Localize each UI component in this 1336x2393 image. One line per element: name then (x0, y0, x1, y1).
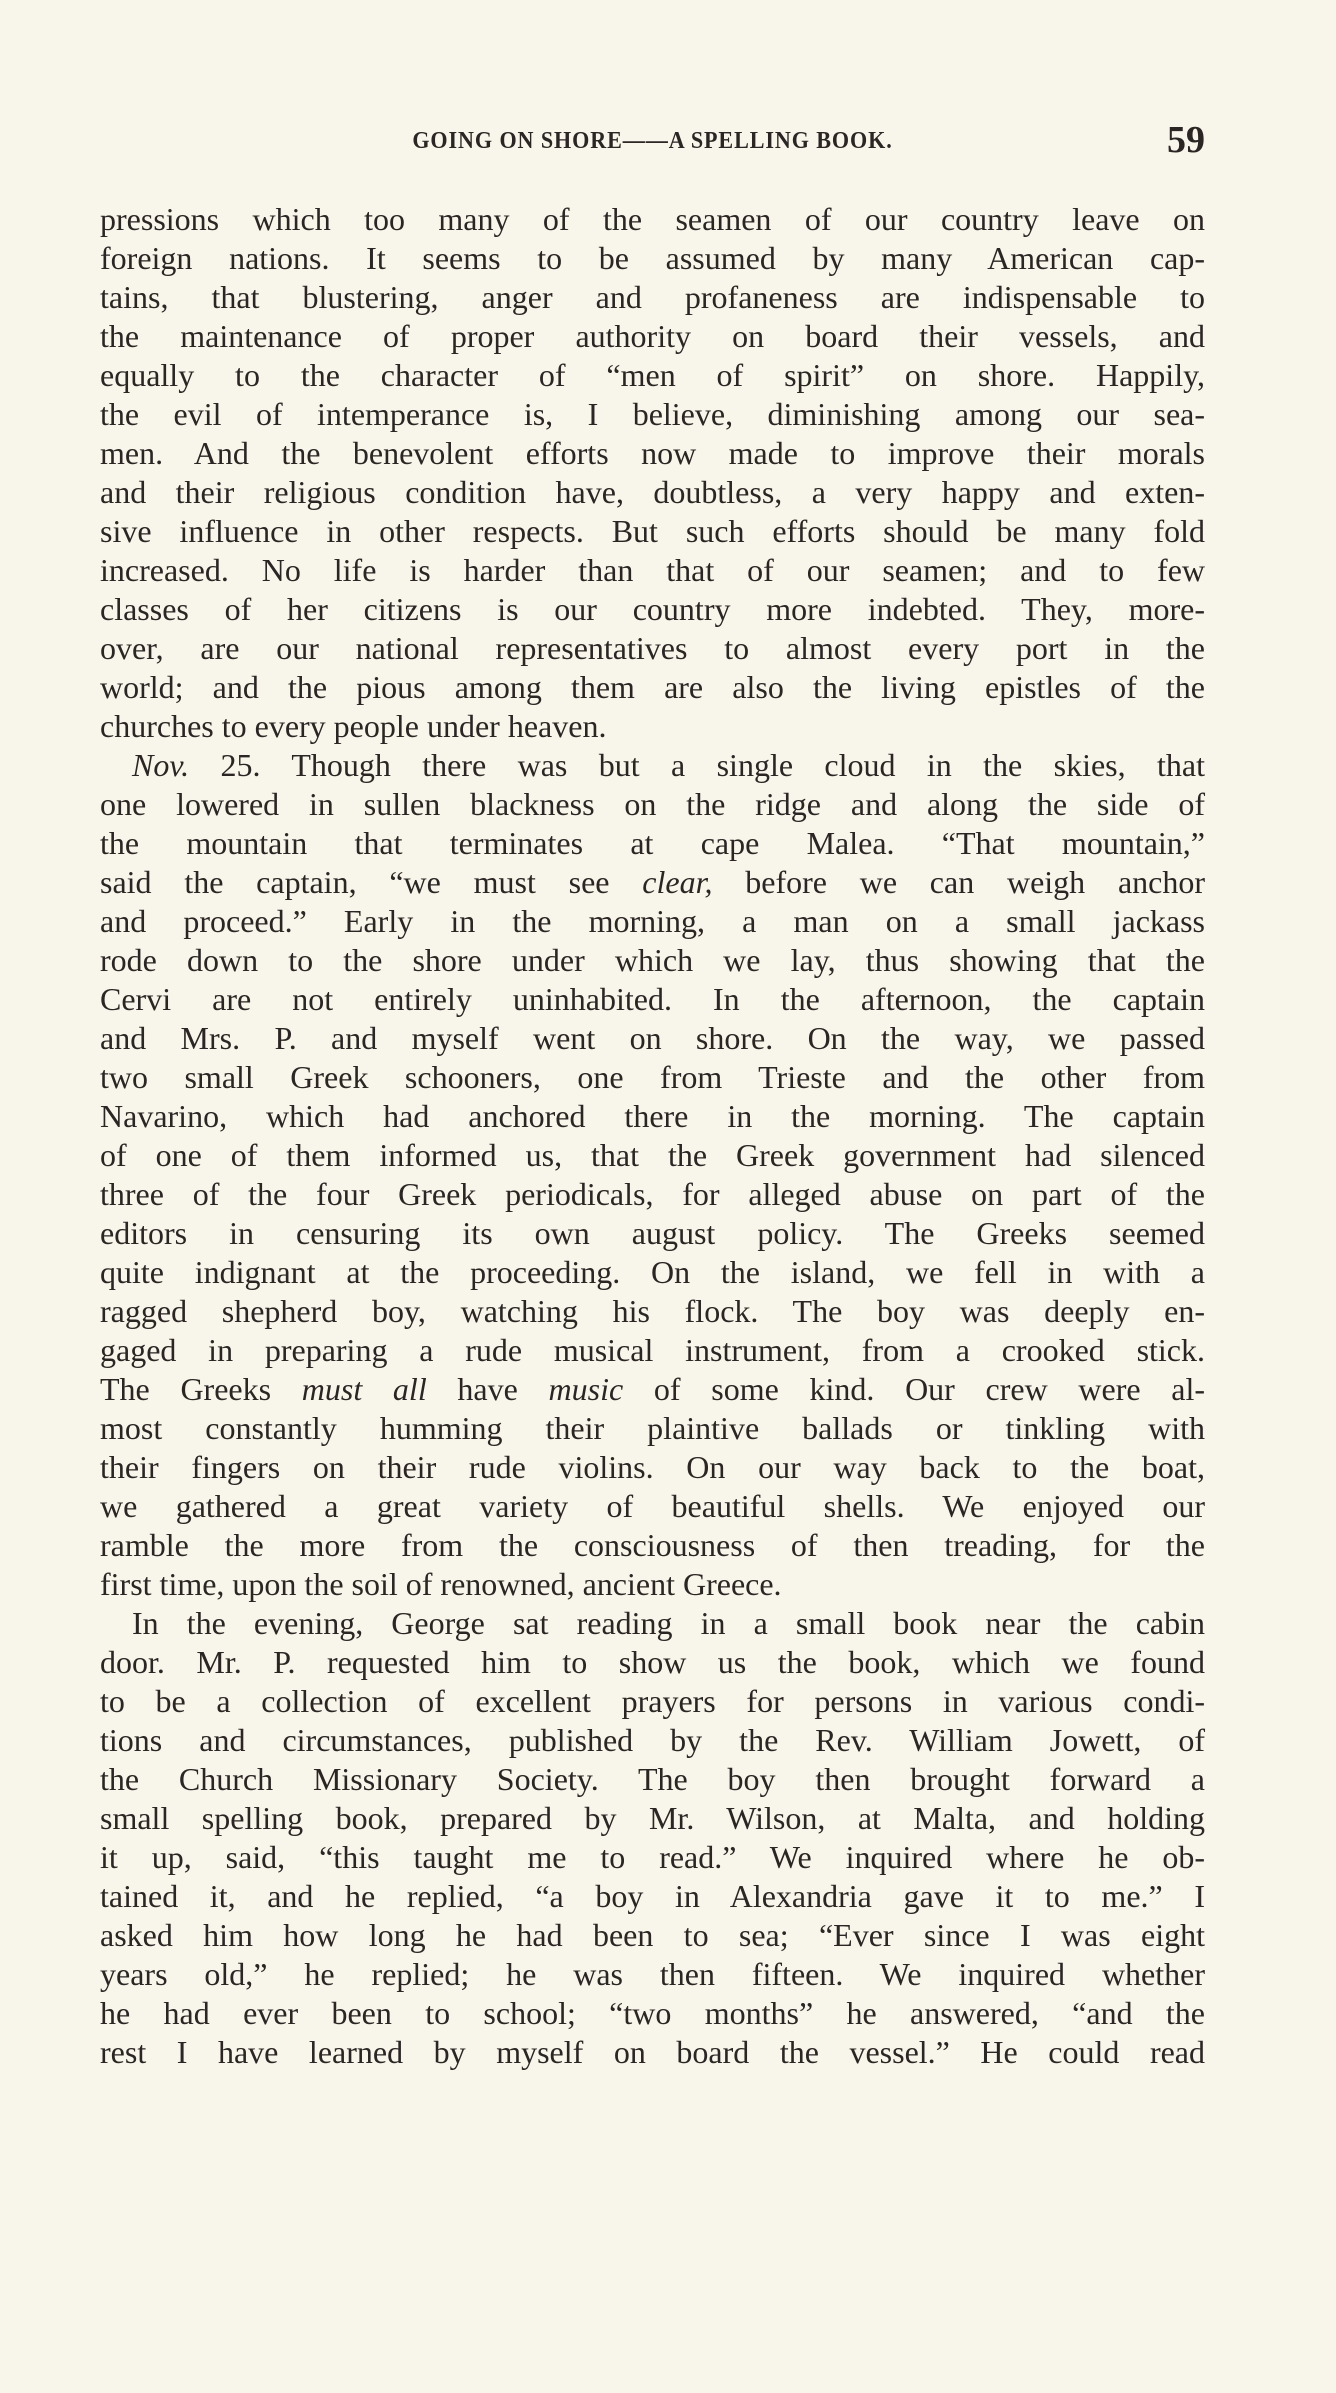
text-line (100, 980, 1205, 1019)
text-segment: over, are our national representatives to almost every port in the (100, 630, 1205, 666)
text-line (100, 1409, 1205, 1448)
text-line (100, 824, 1205, 863)
text-segment: In the evening, George sat reading in a small book near the cabin (132, 1605, 1205, 1641)
text-line (100, 1994, 1205, 2033)
text-segment: pressions which too many of the seamen of our country leave on (100, 201, 1205, 237)
running-head-title: GOING ON SHORE——A SPELLING BOOK. (412, 128, 893, 154)
text-line (100, 629, 1205, 668)
paragraph (100, 1604, 1205, 2072)
text-segment: ragged shepherd boy, watching his flock. The boy was deeply en- (100, 1293, 1205, 1329)
text-segment: small spelling book, prepared by Mr. Wilson, at Malta, and holding (100, 1800, 1205, 1836)
text-line (100, 551, 1205, 590)
text-segment: years old,” he replied; he was then fifteen. We inquired whether (100, 1956, 1205, 1992)
text-segment: sive influence in other respects. But such efforts should be many fold (100, 513, 1205, 549)
text-segment: rest I have learned by myself on board the vessel.” He could read (100, 2034, 1205, 2070)
text-line (100, 1487, 1205, 1526)
text-segment: the maintenance of proper authority on board their vessels, and (100, 318, 1205, 354)
text-line (100, 1526, 1205, 1565)
text-segment: before we can weigh anchor (712, 864, 1206, 900)
text-line (100, 863, 1205, 902)
text-line (100, 1838, 1205, 1877)
text-segment: churches to every people under heaven. (100, 708, 607, 744)
text-segment: rode down to the shore under which we lay, thus showing that the (100, 942, 1205, 978)
text-segment: gaged in preparing a rude musical instrument, from a crooked stick. (100, 1332, 1205, 1368)
text-segment: two small Greek schooners, one from Trieste and the other from (100, 1059, 1205, 1095)
text-line (100, 1877, 1205, 1916)
text-segment: first time, upon the soil of renowned, ancient Greece. (100, 1566, 782, 1602)
text-segment: quite indignant at the proceeding. On the island, we fell in with a (100, 1254, 1205, 1290)
text-line (100, 707, 1205, 746)
text-line (100, 785, 1205, 824)
italic-text: music (548, 1371, 624, 1407)
text-segment: of one of them informed us, that the Greek government had silenced (100, 1137, 1205, 1173)
text-line (100, 200, 1205, 239)
text-segment: editors in censuring its own august policy. The Greeks seemed (100, 1215, 1205, 1251)
text-segment: tions and circumstances, published by the Rev. William Jowett, of (100, 1722, 1205, 1758)
text-line (100, 1604, 1205, 1643)
text-segment: he had ever been to school; “two months” he answered, “and the (100, 1995, 1205, 2031)
text-line (100, 239, 1205, 278)
body-text (100, 200, 1205, 2072)
italic-text: must all (301, 1371, 427, 1407)
text-line (100, 668, 1205, 707)
text-line (100, 1214, 1205, 1253)
text-line (100, 1916, 1205, 1955)
text-segment: The Greeks (100, 1371, 302, 1407)
text-segment: we gathered a great variety of beautiful shells. We enjoyed our (100, 1488, 1205, 1524)
text-segment: Navarino, which had anchored there in the morning. The captain (100, 1098, 1205, 1134)
text-segment: the evil of intemperance is, I believe, diminishing among our sea- (100, 396, 1205, 432)
text-line (100, 1019, 1205, 1058)
text-line (100, 1370, 1205, 1409)
italic-text: clear, (642, 864, 713, 900)
text-segment: and proceed.” Early in the morning, a man on a small jackass (100, 903, 1205, 939)
text-segment: tained it, and he replied, “a boy in Alexandria gave it to me.” I (100, 1878, 1205, 1914)
text-line (100, 1331, 1205, 1370)
text-segment: the mountain that terminates at cape Malea. “That mountain,” (100, 825, 1205, 861)
paragraph (100, 746, 1205, 1604)
text-line (100, 1955, 1205, 1994)
text-line (100, 902, 1205, 941)
text-segment: asked him how long he had been to sea; “Ever since I was eight (100, 1917, 1205, 1953)
text-segment: 25. Though there was but a single cloud in the skies, that (189, 747, 1205, 783)
text-segment: classes of her citizens is our country more indebted. They, more- (100, 591, 1205, 627)
text-line (100, 1760, 1205, 1799)
italic-text: Nov. (132, 747, 190, 783)
text-line (100, 278, 1205, 317)
text-line (100, 1682, 1205, 1721)
text-line (100, 473, 1205, 512)
text-line (100, 1643, 1205, 1682)
text-line (100, 1175, 1205, 1214)
text-segment: door. Mr. P. requested him to show us the book, which we found (100, 1644, 1205, 1680)
text-segment: world; and the pious among them are also the living epistles of the (100, 669, 1205, 705)
paragraph (100, 200, 1205, 746)
text-line (100, 1565, 1205, 1604)
text-segment: men. And the benevolent efforts now made to improve their morals (100, 435, 1205, 471)
text-segment: to be a collection of excellent prayers for persons in various condi- (100, 1683, 1205, 1719)
text-segment: of some kind. Our crew were al- (623, 1371, 1206, 1407)
text-segment: it up, said, “this taught me to read.” We inquired where he ob- (100, 1839, 1205, 1875)
text-segment: foreign nations. It seems to be assumed by many American cap- (100, 240, 1205, 276)
text-segment: one lowered in sullen blackness on the ridge and along the side of (100, 786, 1205, 822)
text-segment: ramble the more from the consciousness of then treading, for the (100, 1527, 1205, 1563)
text-segment: and their religious condition have, doubtless, a very happy and exten- (100, 474, 1205, 510)
text-line (100, 1721, 1205, 1760)
text-line (100, 1799, 1205, 1838)
text-line (100, 1136, 1205, 1175)
text-segment: said the captain, “we must see (100, 864, 643, 900)
text-line (100, 1097, 1205, 1136)
text-segment: and Mrs. P. and myself went on shore. On the way, we passed (100, 1020, 1205, 1056)
text-segment: their fingers on their rude violins. On our way back to the boat, (100, 1449, 1205, 1485)
text-segment: have (426, 1371, 549, 1407)
text-line (100, 317, 1205, 356)
text-line (100, 1058, 1205, 1097)
text-line (100, 590, 1205, 629)
text-segment: tains, that blustering, anger and profaneness are indispensable to (100, 279, 1205, 315)
text-line (100, 512, 1205, 551)
text-segment: Cervi are not entirely uninhabited. In the afternoon, the captain (100, 981, 1205, 1017)
text-segment: equally to the character of “men of spirit” on shore. Happily, (100, 357, 1205, 393)
text-line (100, 356, 1205, 395)
text-segment: three of the four Greek periodicals, for alleged abuse on part of the (100, 1176, 1205, 1212)
text-line (100, 746, 1205, 785)
page-number: 59 (1167, 119, 1205, 161)
text-line (100, 1448, 1205, 1487)
text-line (100, 941, 1205, 980)
text-line (100, 1292, 1205, 1331)
text-segment: the Church Missionary Society. The boy then brought forward a (100, 1761, 1205, 1797)
text-line (100, 395, 1205, 434)
running-head (100, 119, 1205, 162)
text-line (100, 1253, 1205, 1292)
text-segment: increased. No life is harder than that of our seamen; and to few (100, 552, 1205, 588)
text-line (100, 2033, 1205, 2072)
text-line (100, 434, 1205, 473)
text-segment: most constantly humming their plaintive ballads or tinkling with (100, 1410, 1205, 1446)
